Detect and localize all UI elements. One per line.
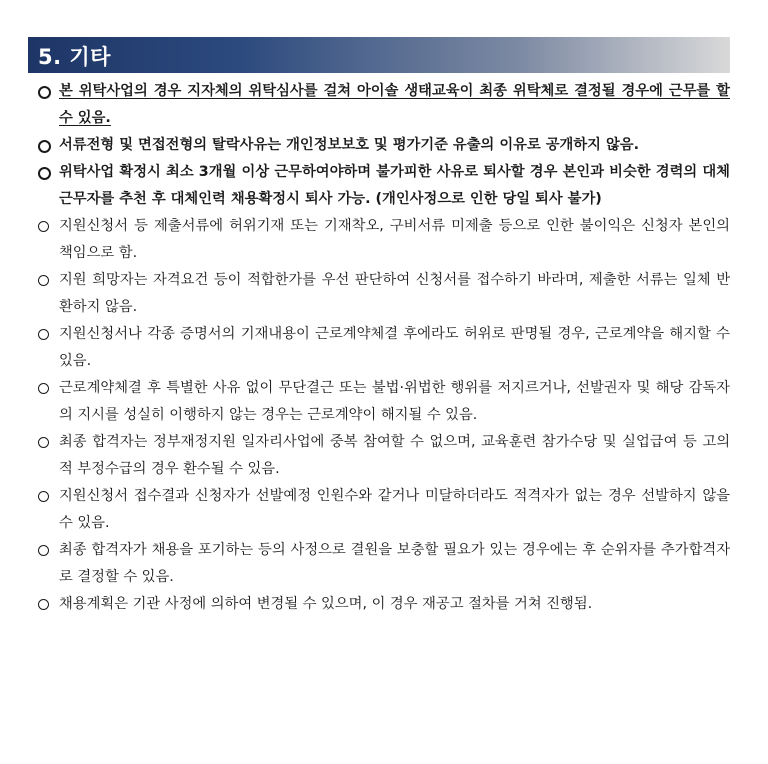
list-item <box>38 483 730 537</box>
list-item-text: 서류전형 및 면접전형의 탈락사유는 개인정보보호 및 평가기준 유출의 이유로 공개하지 않음. <box>59 137 640 153</box>
list-item <box>38 213 730 267</box>
notice-list <box>38 78 730 618</box>
list-item-text: 근로계약체결 후 특별한 사유 없이 무단결근 또는 불법·위법한 행위를 저지르거나, 선발권자 및 해당 감독자의 지시를 성실히 이행하지 않는 경우는 근로계약이 해지될 수 있음. <box>59 380 730 423</box>
list-item <box>38 591 730 618</box>
list-item-text: 최종 합격자는 정부재정지원 일자리사업에 중복 참여할 수 없으며, 교육훈련 참가수당 및 실업급여 등 고의적 부정수급의 경우 환수될 수 있음. <box>59 434 730 477</box>
list-item-text: 지원신청서 등 제출서류에 허위기재 또는 기재착오, 구비서류 미제출 등으로 인한 불이익은 신청자 본인의 책임으로 함. <box>59 218 730 261</box>
list-item-text: 위탁사업 확정시 최소 3개월 이상 근무하여야하며 불가피한 사유로 퇴사할 경우 본인과 비슷한 경력의 대체 근무자를 추천 후 대체인력 채용확정시 퇴사 가능. (개인사정으로 인한 당일 퇴사 불가) <box>59 164 730 207</box>
list-item-text: 최종 합격자가 채용을 포기하는 등의 사정으로 결원을 보충할 필요가 있는 경우에는 후 순위자를 추가합격자로 결정할 수 있음. <box>59 542 730 585</box>
circle-bullet-icon <box>38 86 51 99</box>
circle-bullet-icon <box>38 437 49 448</box>
list-item <box>38 537 730 591</box>
circle-bullet-icon <box>38 221 49 232</box>
list-item-text: 지원신청서 접수결과 신청자가 선발예정 인원수와 같거나 미달하더라도 적격자가 없는 경우 선발하지 않을 수 있음. <box>59 488 730 531</box>
list-item <box>38 78 730 132</box>
circle-bullet-icon <box>38 275 49 286</box>
circle-bullet-icon <box>38 383 49 394</box>
list-item <box>38 429 730 483</box>
section-title: 5. 기타 <box>38 45 111 69</box>
list-item <box>38 159 730 213</box>
list-item-text: 채용계획은 기관 사정에 의하여 변경될 수 있으며, 이 경우 재공고 절차를 거쳐 진행됨. <box>59 596 593 612</box>
circle-bullet-icon <box>38 167 51 180</box>
circle-bullet-icon <box>38 545 49 556</box>
circle-bullet-icon <box>38 491 49 502</box>
list-item <box>38 132 730 159</box>
circle-bullet-icon <box>38 599 49 610</box>
list-item <box>38 321 730 375</box>
list-item <box>38 267 730 321</box>
list-item <box>38 375 730 429</box>
circle-bullet-icon <box>38 329 49 340</box>
list-item-text: 본 위탁사업의 경우 지자체의 위탁심사를 걸쳐 아이솔 생태교육이 최종 위탁체로 결정될 경우에 근무를 할 수 있음. <box>59 83 730 126</box>
list-item-text: 지원 희망자는 자격요건 등이 적합한가를 우선 판단하여 신청서를 접수하기 바라며, 제출한 서류는 일체 반환하지 않음. <box>59 272 730 315</box>
section-header <box>28 37 730 73</box>
circle-bullet-icon <box>38 140 51 153</box>
list-item-text: 지원신청서나 각종 증명서의 기재내용이 근로계약체결 후에라도 허위로 판명될 경우, 근로계약을 해지할 수 있음. <box>59 326 730 369</box>
